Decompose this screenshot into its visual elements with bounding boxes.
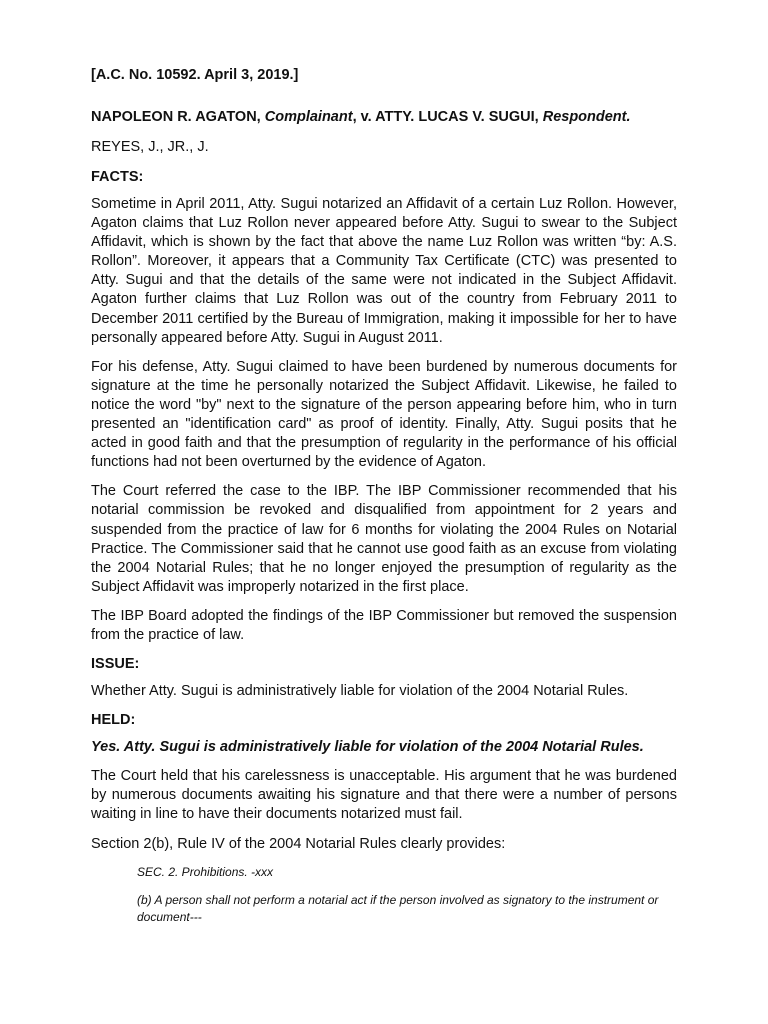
complainant-role: Complainant	[264, 109, 353, 125]
facts-paragraph-4: The IBP Board adopted the findings of the IBP Commissioner but removed the suspension from the practice of law.	[91, 607, 677, 643]
held-heading: HELD:	[91, 712, 136, 729]
facts-paragraph-2: For his defense, Atty. Sugui claimed to have been burdened by numerous documents for signature at the time he personally notarized the Subject Affidavit. Likewise, he failed to notice the word "by" next to the signature of the person appearing before him, who in turn presented an "identification card" as proof of identity. Finally, Atty. Sugui posits that he acted in good faith and that the presumption of regularity in the performance of his official functions had not been overturned by the evidence of Agaton.	[91, 358, 677, 471]
held-paragraph-1: The Court held that his carelessness is unacceptable. His argument that he was burdened by numerous documents awaiting his signature and that there were a number of persons waiting in line to have their documents notarized must fail.	[91, 768, 677, 823]
versus-respondent: , v. ATTY. LUCAS V. SUGUI,	[352, 109, 539, 125]
complainant-name: NAPOLEON R. AGATON,	[91, 109, 261, 125]
issue-heading: ISSUE:	[91, 656, 140, 673]
held-paragraph-2: Section 2(b), Rule IV of the 2004 Notarial Rules clearly provides:	[91, 835, 506, 852]
facts-heading: FACTS:	[91, 169, 144, 185]
quoted-provision	[137, 864, 677, 926]
held-answer: Yes. Atty. Sugui is administratively liable for violation of the 2004 Notarial Rules.	[91, 739, 644, 756]
issue-text: Whether Atty. Sugui is administratively liable for violation of the 2004 Notarial Rules.	[91, 683, 629, 700]
case-citation: [A.C. No. 10592. April 3, 2019.]	[91, 67, 299, 83]
respondent-role: Respondent.	[542, 109, 631, 125]
facts-paragraph-3: The Court referred the case to the IBP. The IBP Commissioner recommended that his notarial commission be revoked and disqualified from appointment for 2 years and suspended from the practice of law for 6 months for violating the 2004 Rules on Notarial Practice. The Commissioner said that he cannot use good faith as an excuse from violating the 2004 Notarial Rules; that he no longer enjoyed the presumption of regularity as the Subject Affidavit was improperly notarized in the first place.	[91, 483, 677, 595]
document-page	[91, 66, 677, 937]
ponente: REYES, J., JR., J.	[91, 139, 209, 155]
quote-line-2: (b) A person shall not perform a notarial act if the person involved as signatory to the instrument or document---	[137, 892, 659, 924]
case-parties	[91, 108, 677, 126]
quote-line-1: SEC. 2. Prohibitions. -xxx	[137, 864, 274, 879]
facts-paragraph-1: Sometime in April 2011, Atty. Sugui notarized an Affidavit of a certain Luz Rollon. However, Agaton claims that Luz Rollon never appeared before Atty. Sugui to swear to the Subject Affidavit, which is shown by the fact that above the name Luz Rollon was written “by: A.S. Rollon”. Moreover, it appears that a Community Tax Certificate (CTC) was presented to Atty. Sugui and that the details of the same were not indicated in the Subject Affidavit. Agaton further claims that Luz Rollon was out of the country from February 2011 to December 2011 certified by the Bureau of Immigration, making it impossible for her to have personally appeared before Atty. Sugui in August 2011.	[91, 196, 677, 346]
